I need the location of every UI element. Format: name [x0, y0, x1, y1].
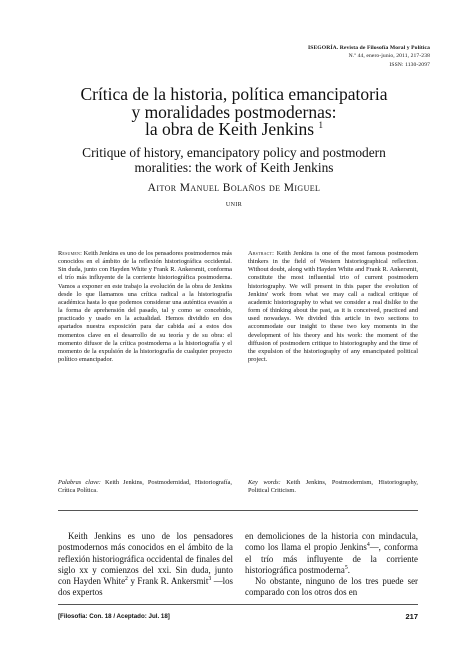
- body-paragraph: No obstante, ninguno de los tres puede ser comparado con los otros dos en: [245, 576, 418, 598]
- english-title: [40, 145, 428, 175]
- author-name: Aitor Manuel Bolaños de Miguel: [147, 182, 321, 194]
- body-column-right: [245, 531, 418, 599]
- abstract-english-label: Abstract:: [248, 250, 275, 257]
- abstract-english: [248, 250, 418, 364]
- journal-name: ISEGORÍA. Revista de Filosofía Moral y Política: [307, 45, 430, 51]
- section-divider: [58, 510, 418, 511]
- abstract-spanish-text: Keith Jenkins es uno de los pensadores postmodernos más conocidos en el ámbito de la reflexión historiográfica occidental. Sin duda, junto con Hayden White y Frank R. Ankersmit, conforma el trío más influyente de la corriente historiográfica postmoderna. Vamos a exponer en este trabajo la evolución de la obra de Jenkins desde lo que llamamos una crítica radical a la historiografía académica hasta lo que podemos considerar una auténtica evasión a la forma de aprehensión del pasado, tal y como se concebido, practicado y usado en la actualidad. Hemos dividido en dos apartados nuestra exposición para dar cabida así a estos dos momentos clave en el desarrollo de su teoría y de su obra: el momento difusor de la crítica postmoderna a la historiografía y el momento de la expulsión de la historiografía de cualquier proyecto político emancipador.: [58, 250, 232, 364]
- spanish-title: [40, 86, 428, 139]
- abstract-english-text: Keith Jenkins is one of the most famous postmodern thinkers in the field of Western historiographical reflection. Without doubt, along with Hayden White and Frank R. Ankersmit, constitute the most influential trio of current postmodern historiography. We will present in this paper the evolution of Jenkins' work from what we may call a radical critique of academic historiography to what we consider a real dislike to the form of thinking about the past, as it is conceived, practiced and used nowadays. We divided this article in two sections to accommodate our insight to these two key moments in the development of his theory and his work: the moment of the diffusion of postmodern critique to historiography and the time of the expulsion of the historiography of any emancipated political project.: [248, 250, 418, 364]
- keywords-spanish: [58, 479, 232, 495]
- journal-issue: N.º 44, enero-junio, 2011, 217-238: [348, 53, 430, 60]
- footer-dates: [Filosofía: Con. 18 / Aceptado: Jul. 18]: [58, 613, 170, 620]
- footnote-ref[interactable]: 5: [344, 564, 348, 571]
- footnote-ref[interactable]: 2: [125, 576, 128, 583]
- body-column-left: [58, 531, 233, 599]
- footnote-ref[interactable]: 4: [366, 542, 370, 549]
- keywords-english: [248, 479, 418, 495]
- spanish-title-line1: Crítica de la historia, política emancipatoria: [80, 84, 388, 104]
- spanish-title-line2: y moralidades postmodernas:: [131, 101, 337, 122]
- english-title-line2: moralities: the work of Keith Jenkins: [134, 160, 334, 175]
- journal-header: [308, 44, 430, 69]
- abstract-spanish: [58, 250, 232, 364]
- spanish-title-line3: la obra de Keith Jenkins $^1$: [145, 119, 323, 139]
- keywords-spanish-label: Palabras clave:: [58, 479, 101, 486]
- english-title-line1: Critique of history, emancipatory policy and postmodern: [82, 145, 386, 160]
- journal-issn: ISSN: 1130-2097: [389, 61, 430, 68]
- title-footnote-ref[interactable]: 1: [318, 120, 323, 131]
- footnote-ref[interactable]: 3: [208, 576, 212, 583]
- abstract-spanish-label: Resumen:: [58, 250, 83, 257]
- body-paragraph: Keith Jenkins es uno de los pensadores postmodernos más conocidos en el ámbito de la reflexión historiográfica occidental de finales del siglo xx y comienzos del xxi. Sin duda, junto con Hayden White$^2$ y Frank R. Ankersmit$^3$ —los dos expertos: [58, 531, 233, 598]
- body-paragraph-continued: en demoliciones de la historia con mindacula, como los llama el propio Jenkins$^4$—, conforma el trío más influyente de la corriente historiográfica postmoderna$^5$.: [245, 531, 418, 575]
- page-number: 217: [405, 612, 418, 621]
- author-affiliation: UNIR: [225, 202, 243, 208]
- keywords-spanish-text: Keith Jenkins, Postmodernidad, Historiografía, Crítica Política.: [58, 479, 232, 495]
- keywords-english-text: Keith Jenkins, Postmodernism, Historiography, Political Criticism.: [248, 479, 418, 495]
- footer-divider: [58, 604, 418, 605]
- keywords-english-label: Key words:: [248, 479, 281, 486]
